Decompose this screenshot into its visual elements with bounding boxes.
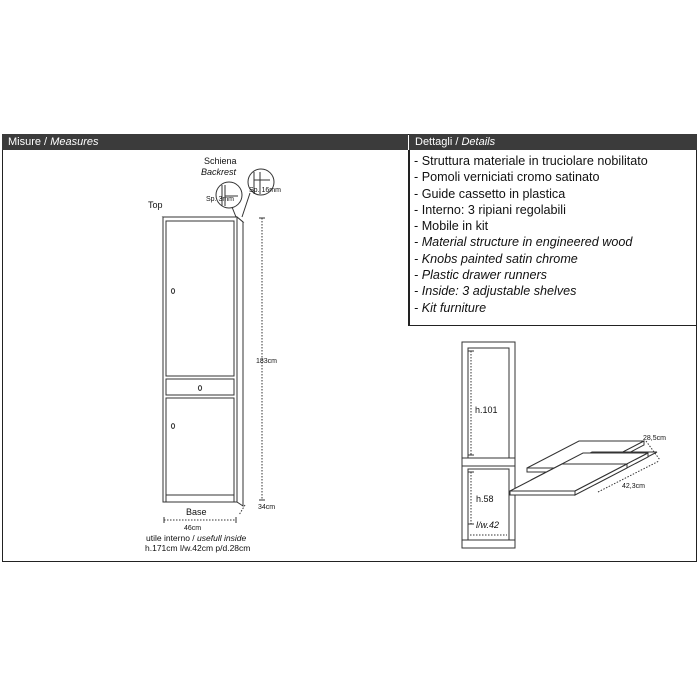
sp3-label: Sp. 3mm (206, 196, 235, 203)
inner-dims-label: h.171cm l/w.42cm p/d.28cm (145, 543, 251, 553)
measures-header-it: Misure / (8, 136, 51, 148)
detail-item: - Struttura materiale in truciolare nobilitato (414, 154, 648, 168)
interior-drawing (462, 342, 515, 548)
inner-size-it: utile interno / (146, 533, 198, 543)
shelf-depth-label: 28,5cm (643, 435, 666, 442)
lower-door-knob (171, 424, 174, 429)
detail-item: - Mobile in kit (414, 219, 489, 234)
detail-item: - Guide cassetto in plastica (414, 186, 566, 201)
width-label: 46cm (184, 525, 202, 532)
depth-dimension (239, 505, 245, 515)
top-label: Top (148, 200, 163, 210)
inner-size-en: usefull inside (197, 533, 247, 543)
upper-door-knob (171, 289, 174, 294)
base-label: Base (186, 507, 207, 517)
detail-item: - Interno: 3 ripiani regolabili (414, 202, 566, 217)
details-header-it: Dettagli / (415, 136, 462, 148)
detail-item: - Inside: 3 adjustable shelves (414, 284, 577, 299)
detail-item: - Kit furniture (414, 300, 487, 315)
h101-label: h.101 (475, 405, 498, 415)
depth-label: 34cm (258, 504, 276, 511)
cabinet-drawing (163, 217, 243, 506)
drawer-knob (198, 386, 201, 391)
schiena-label: Schiena (204, 156, 237, 166)
height-label: 183cm (256, 358, 278, 365)
detail-item: - Material structure in engineered wood (414, 235, 633, 250)
inner-size-label (146, 533, 246, 543)
shelf-width-label: 42,3cm (622, 483, 645, 490)
detail-item: - Pomoli verniciati cromo satinato (414, 170, 600, 185)
details-header-en: Details (461, 136, 496, 148)
backrest-label: Backrest (201, 167, 237, 177)
detail-item: - Plastic drawer runners (414, 268, 547, 283)
width-dimension (164, 517, 236, 523)
sp16-label: Sp. 16mm (249, 187, 281, 194)
measures-header-en: Measures (50, 136, 99, 148)
detail-item: - Knobs painted satin chrome (414, 251, 578, 266)
w42-label: l/w.42 (476, 520, 500, 530)
h58-label: h.58 (476, 494, 494, 504)
